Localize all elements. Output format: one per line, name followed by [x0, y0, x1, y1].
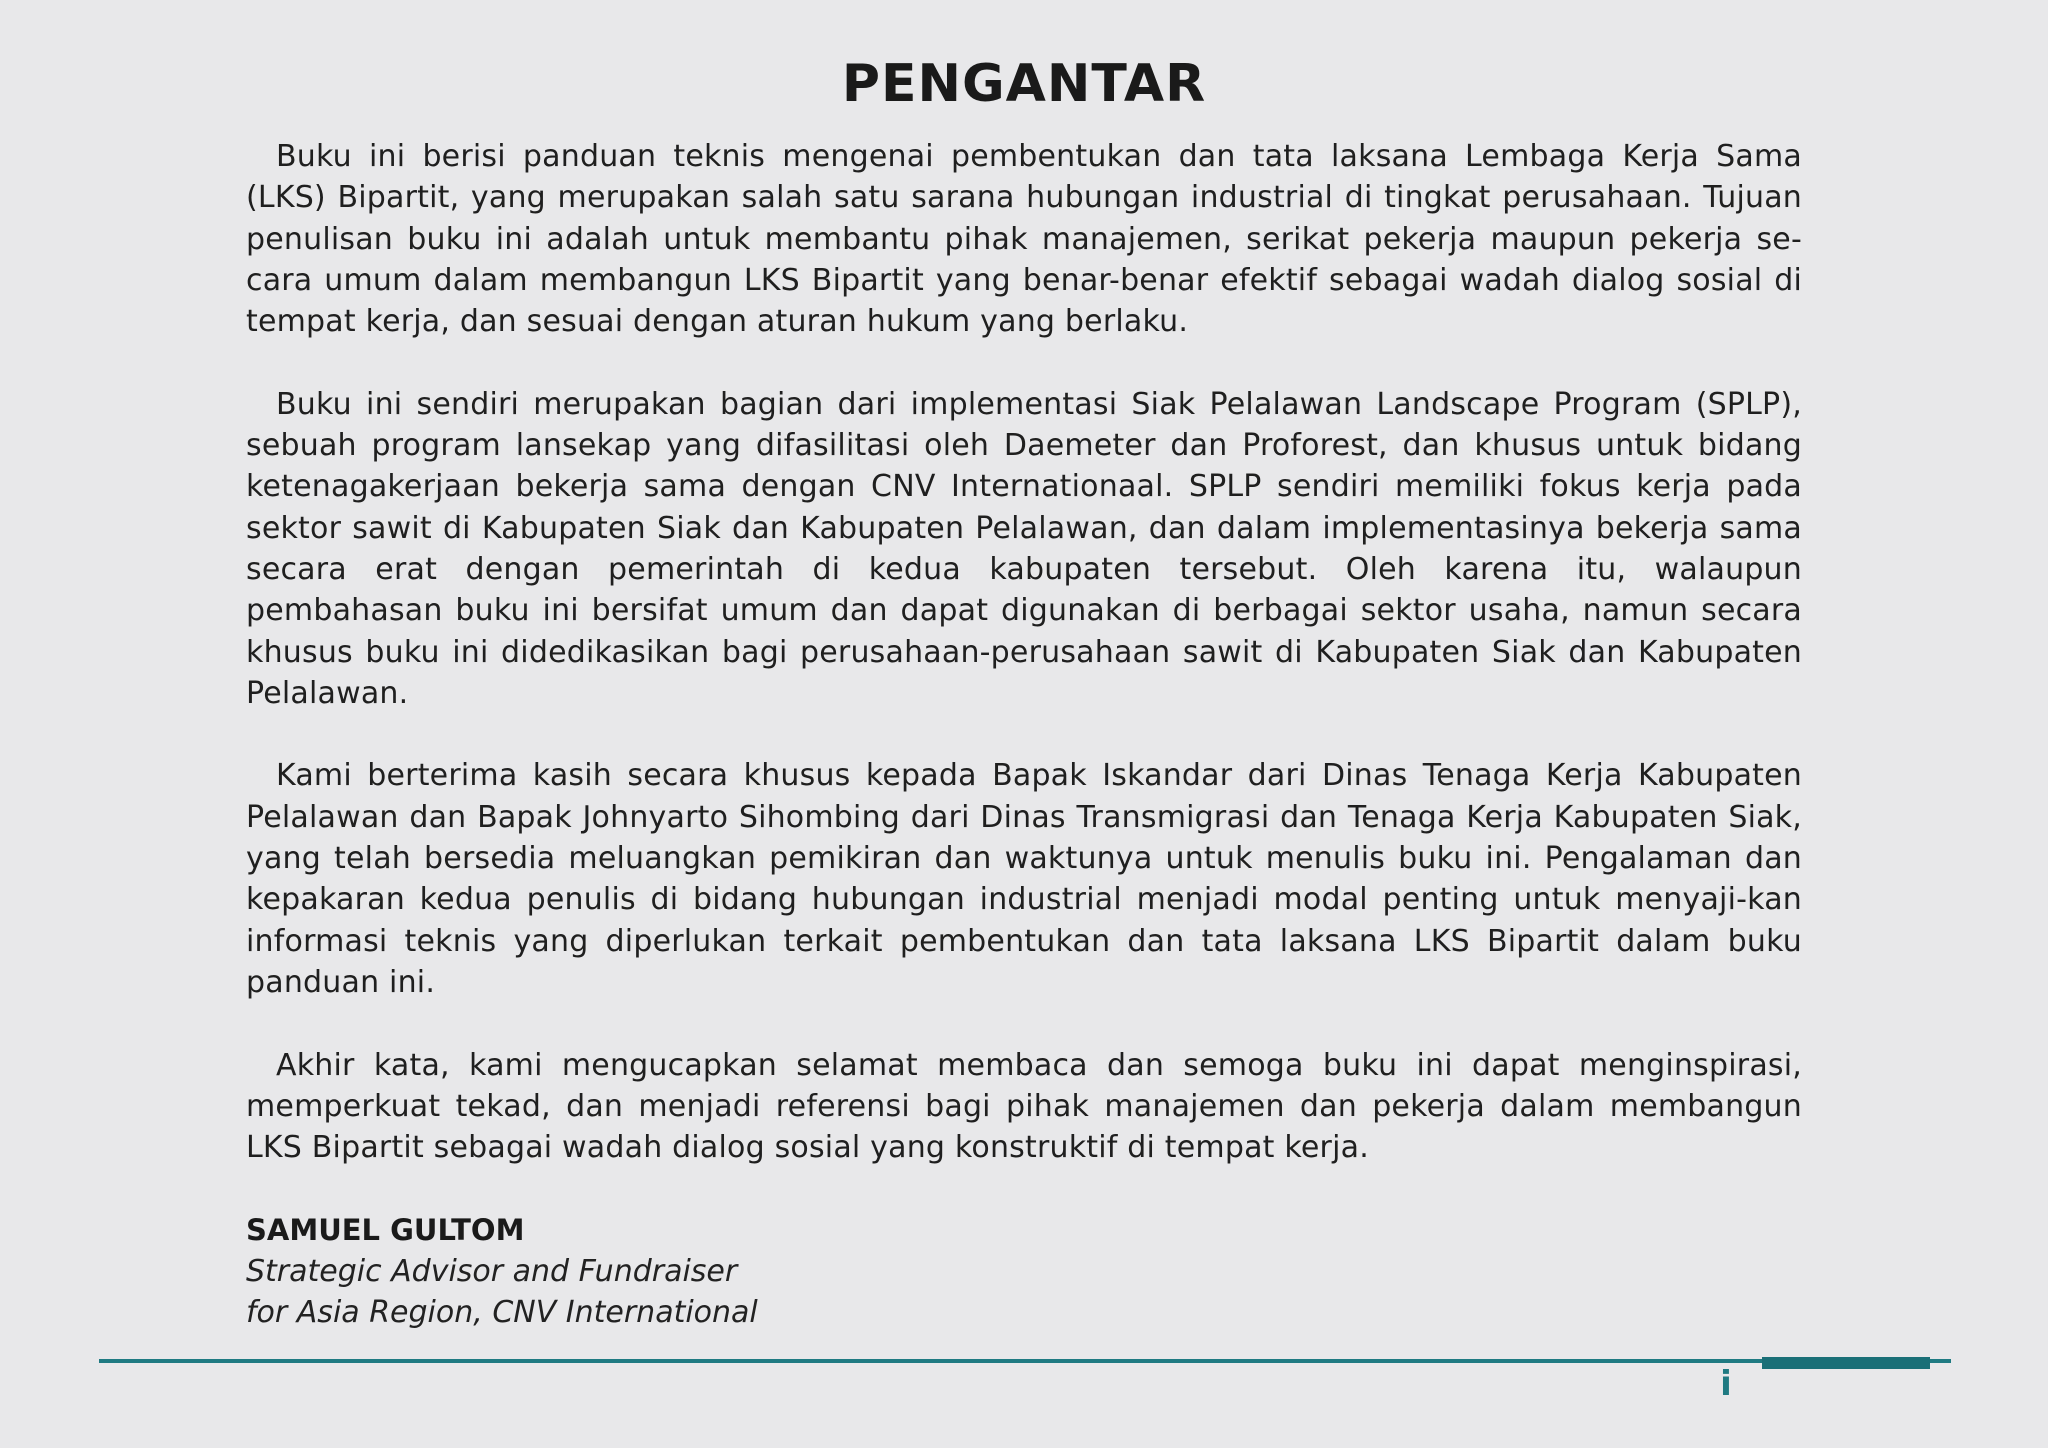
- paragraph-4: Akhir kata, kami mengucapkan selamat membaca dan semoga buku ini dapat menginspirasi, memperkuat tekad, dan menjadi referensi bagi pihak manajemen dan pekerja dalam membangun LKS Bipartit sebagai wadah dialog sosial yang konstruktif di tempat kerja.: [246, 1047, 1802, 1166]
- signature-role-line-1: Strategic Advisor and Fundraiser: [246, 1254, 738, 1289]
- footer-accent-tab: [1762, 1357, 1930, 1369]
- signature-name: SAMUEL GULTOM: [246, 1213, 525, 1247]
- signature-block: [246, 1210, 1246, 1333]
- signature-role-line-2: for Asia Region, CNV International: [246, 1295, 758, 1330]
- paragraph-2: Buku ini sendiri merupakan bagian dari implementasi Siak Pelalawan Landscape Program (SPLP), sebuah program lansekap yang difasilitasi oleh Daemeter dan Proforest, dan khusus untuk bidang ketenagakerjaan bekerja sama dengan CNV Internationaal. SPLP sendiri memiliki fokus kerja pada sektor sawit di Kabupaten Siak dan Kabupaten Pelalawan, dan dalam implementasinya bekerja sama secara erat dengan pemerintah di kedua kabupaten tersebut. Oleh karena itu, walaupun pembahasan buku ini bersifat umum dan dapat digunakan di berbagai sektor usaha, namun secara khusus buku ini didedikasikan bagi perusahaan-perusahaan sawit di Kabupaten Siak dan Kabupaten Pelalawan.: [246, 386, 1802, 711]
- page-title: PENGANTAR: [841, 54, 1207, 114]
- footer-divider: [99, 1359, 1951, 1363]
- body-text: [246, 136, 1802, 1210]
- page-number: i: [1720, 1364, 1732, 1404]
- paragraph-1: Buku ini berisi panduan teknis mengenai pembentukan dan tata laksana Lembaga Kerja Sama (LKS) Bipartit, yang merupakan salah satu sarana hubungan industrial di tingkat perusahaan. Tujuan penulisan buku ini adalah untuk membantu pihak manajemen, serikat pekerja maupun pekerja se-cara umum dalam membangun LKS Bipartit yang benar-benar efektif sebagai wadah dialog sosial di tempat kerja, dan sesuai dengan aturan hukum yang berlaku.: [246, 139, 1802, 340]
- paragraph-3: Kami berterima kasih secara khusus kepada Bapak Iskandar dari Dinas Tenaga Kerja Kabupaten Pelalawan dan Bapak Johnyarto Sihombing dari Dinas Transmigrasi dan Tenaga Kerja Kabupaten Siak, yang telah bersedia meluangkan pemikiran dan waktunya untuk menulis buku ini. Pengalaman dan kepakaran kedua penulis di bidang hubungan industrial menjadi modal penting untuk menyaji-kan informasi teknis yang diperlukan terkait pembentukan dan tata laksana LKS Bipartit dalam buku panduan ini.: [246, 758, 1802, 1000]
